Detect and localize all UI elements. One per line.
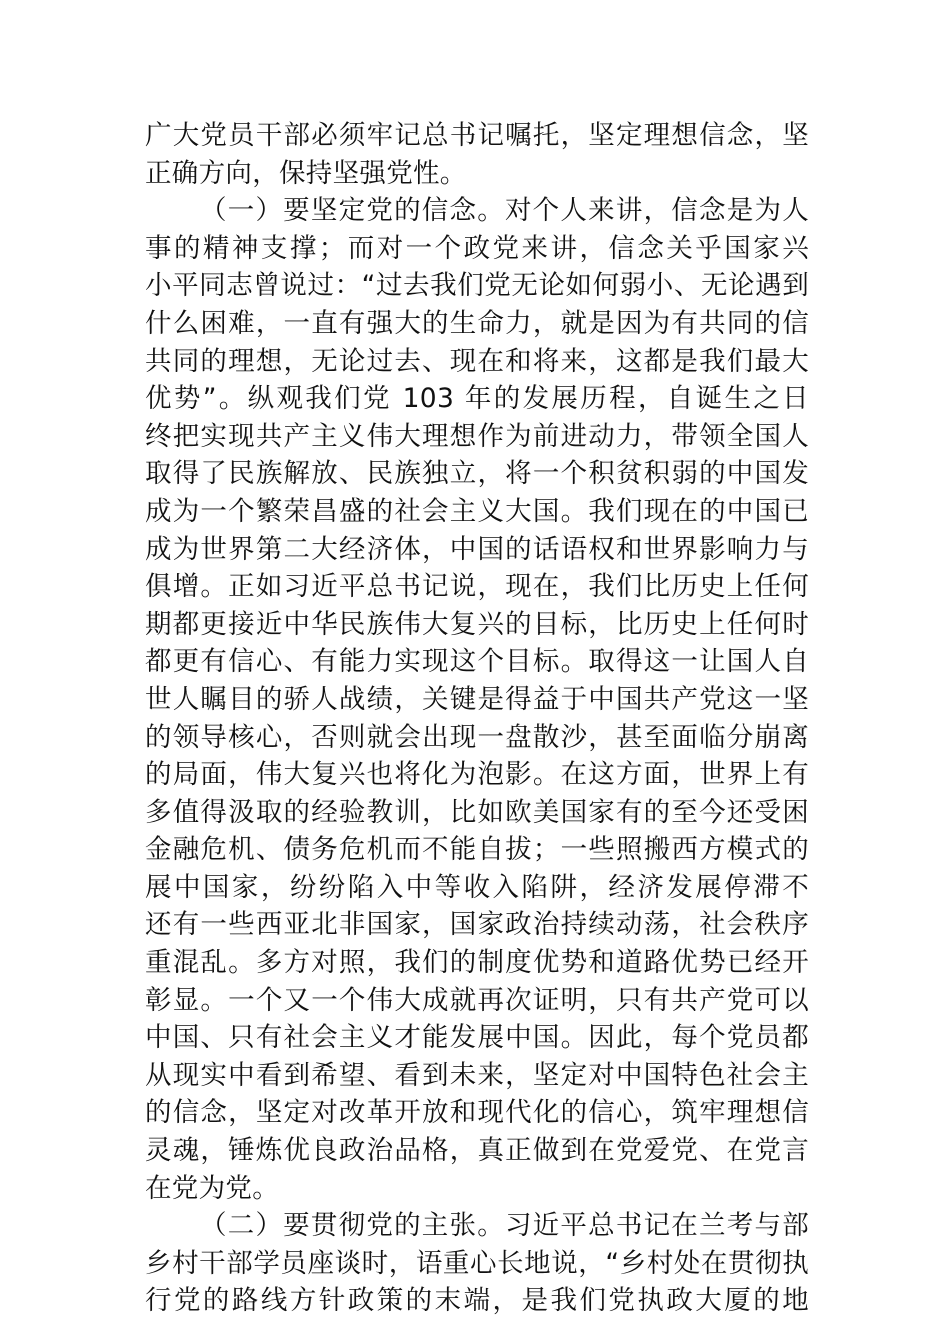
text-line: 还有一些西亚北非国家，国家政治持续动荡，社会秩序 [145, 909, 809, 941]
paragraph-heading-line: （一）要坚定党的信念。对个人来讲，信念是为人 [200, 195, 809, 227]
text-line: 俱增。正如习近平总书记说，现在，我们比历史上任何 [145, 571, 809, 603]
text-line: 的局面，伟大复兴也将化为泡影。在这方面，世界上有 [145, 759, 809, 791]
text-line: 广大党员干部必须牢记总书记嘱托，坚定理想信念，坚 [145, 120, 809, 151]
text-line: 世人瞩目的骄人战绩，关键是得益于中国共产党这一坚 [145, 683, 809, 715]
text-line: 行党的路线方针政策的末端，是我们党执政大厦的地 [145, 1285, 809, 1317]
text-line: 取得了民族解放、民族独立，将一个积贫积弱的中国发 [145, 458, 809, 490]
text-line: 都更有信心、有能力实现这个目标。取得这一让国人自 [145, 646, 809, 678]
text-line: 金融危机、债务危机而不能自拔；一些照搬西方模式的 [145, 834, 809, 866]
text-line: 成为一个繁荣昌盛的社会主义大国。我们现在的中国已 [145, 495, 809, 527]
text-line: 事的精神支撑；而对一个政党来讲，信念关乎国家兴 [145, 232, 809, 264]
text-line: 成为世界第二大经济体，中国的话语权和世界影响力与 [145, 533, 809, 565]
text-line: 共同的理想，无论过去、现在和将来，这都是我们最大 [145, 345, 809, 377]
text-line: 重混乱。多方对照，我们的制度优势和道路优势已经开 [145, 947, 809, 979]
text-line: 乡村干部学员座谈时，语重心长地说，“乡村处在贯彻执 [145, 1247, 809, 1279]
text-line: 的信念，坚定对改革开放和现代化的信心，筑牢理想信 [145, 1097, 809, 1129]
text-line: 从现实中看到希望、看到未来，坚定对中国特色社会主 [145, 1059, 809, 1091]
text-line: 期都更接近中华民族伟大复兴的目标，比历史上任何时 [145, 608, 809, 640]
text-line: 优势”。纵观我们党 103 年的发展历程，自诞生之日 [145, 383, 809, 415]
text-line: 小平同志曾说过：“过去我们党无论如何弱小、无论遇到 [145, 270, 809, 302]
text-line: 彰显。一个又一个伟大成就再次证明，只有共产党可以 [145, 984, 809, 1016]
document-body [145, 117, 809, 1320]
text-line: 什么困难，一直有强大的生命力，就是因为有共同的信 [145, 307, 809, 339]
text-line: 在党为党。 [145, 1172, 279, 1204]
text-line: 展中国家，纷纷陷入中等收入陷阱，经济发展停滞不 [145, 871, 809, 903]
text-line: 多值得汲取的经验教训，比如欧美国家有的至今还受困 [145, 796, 809, 828]
text-line: 正确方向，保持坚强党性。 [145, 157, 467, 189]
paragraph-heading-line: （二）要贯彻党的主张。习近平总书记在兰考与部 [200, 1210, 809, 1242]
text-line: 终把实现共产主义伟大理想作为前进动力，带领全国人 [145, 420, 809, 452]
text-line: 中国、只有社会主义才能发展中国。因此，每个党员都 [145, 1022, 809, 1054]
text-line: 的领导核心，否则就会出现一盘散沙，甚至面临分崩离 [145, 721, 809, 753]
text-line: 灵魂，锤炼优良政治品格，真正做到在党爱党、在党言 [145, 1135, 809, 1167]
